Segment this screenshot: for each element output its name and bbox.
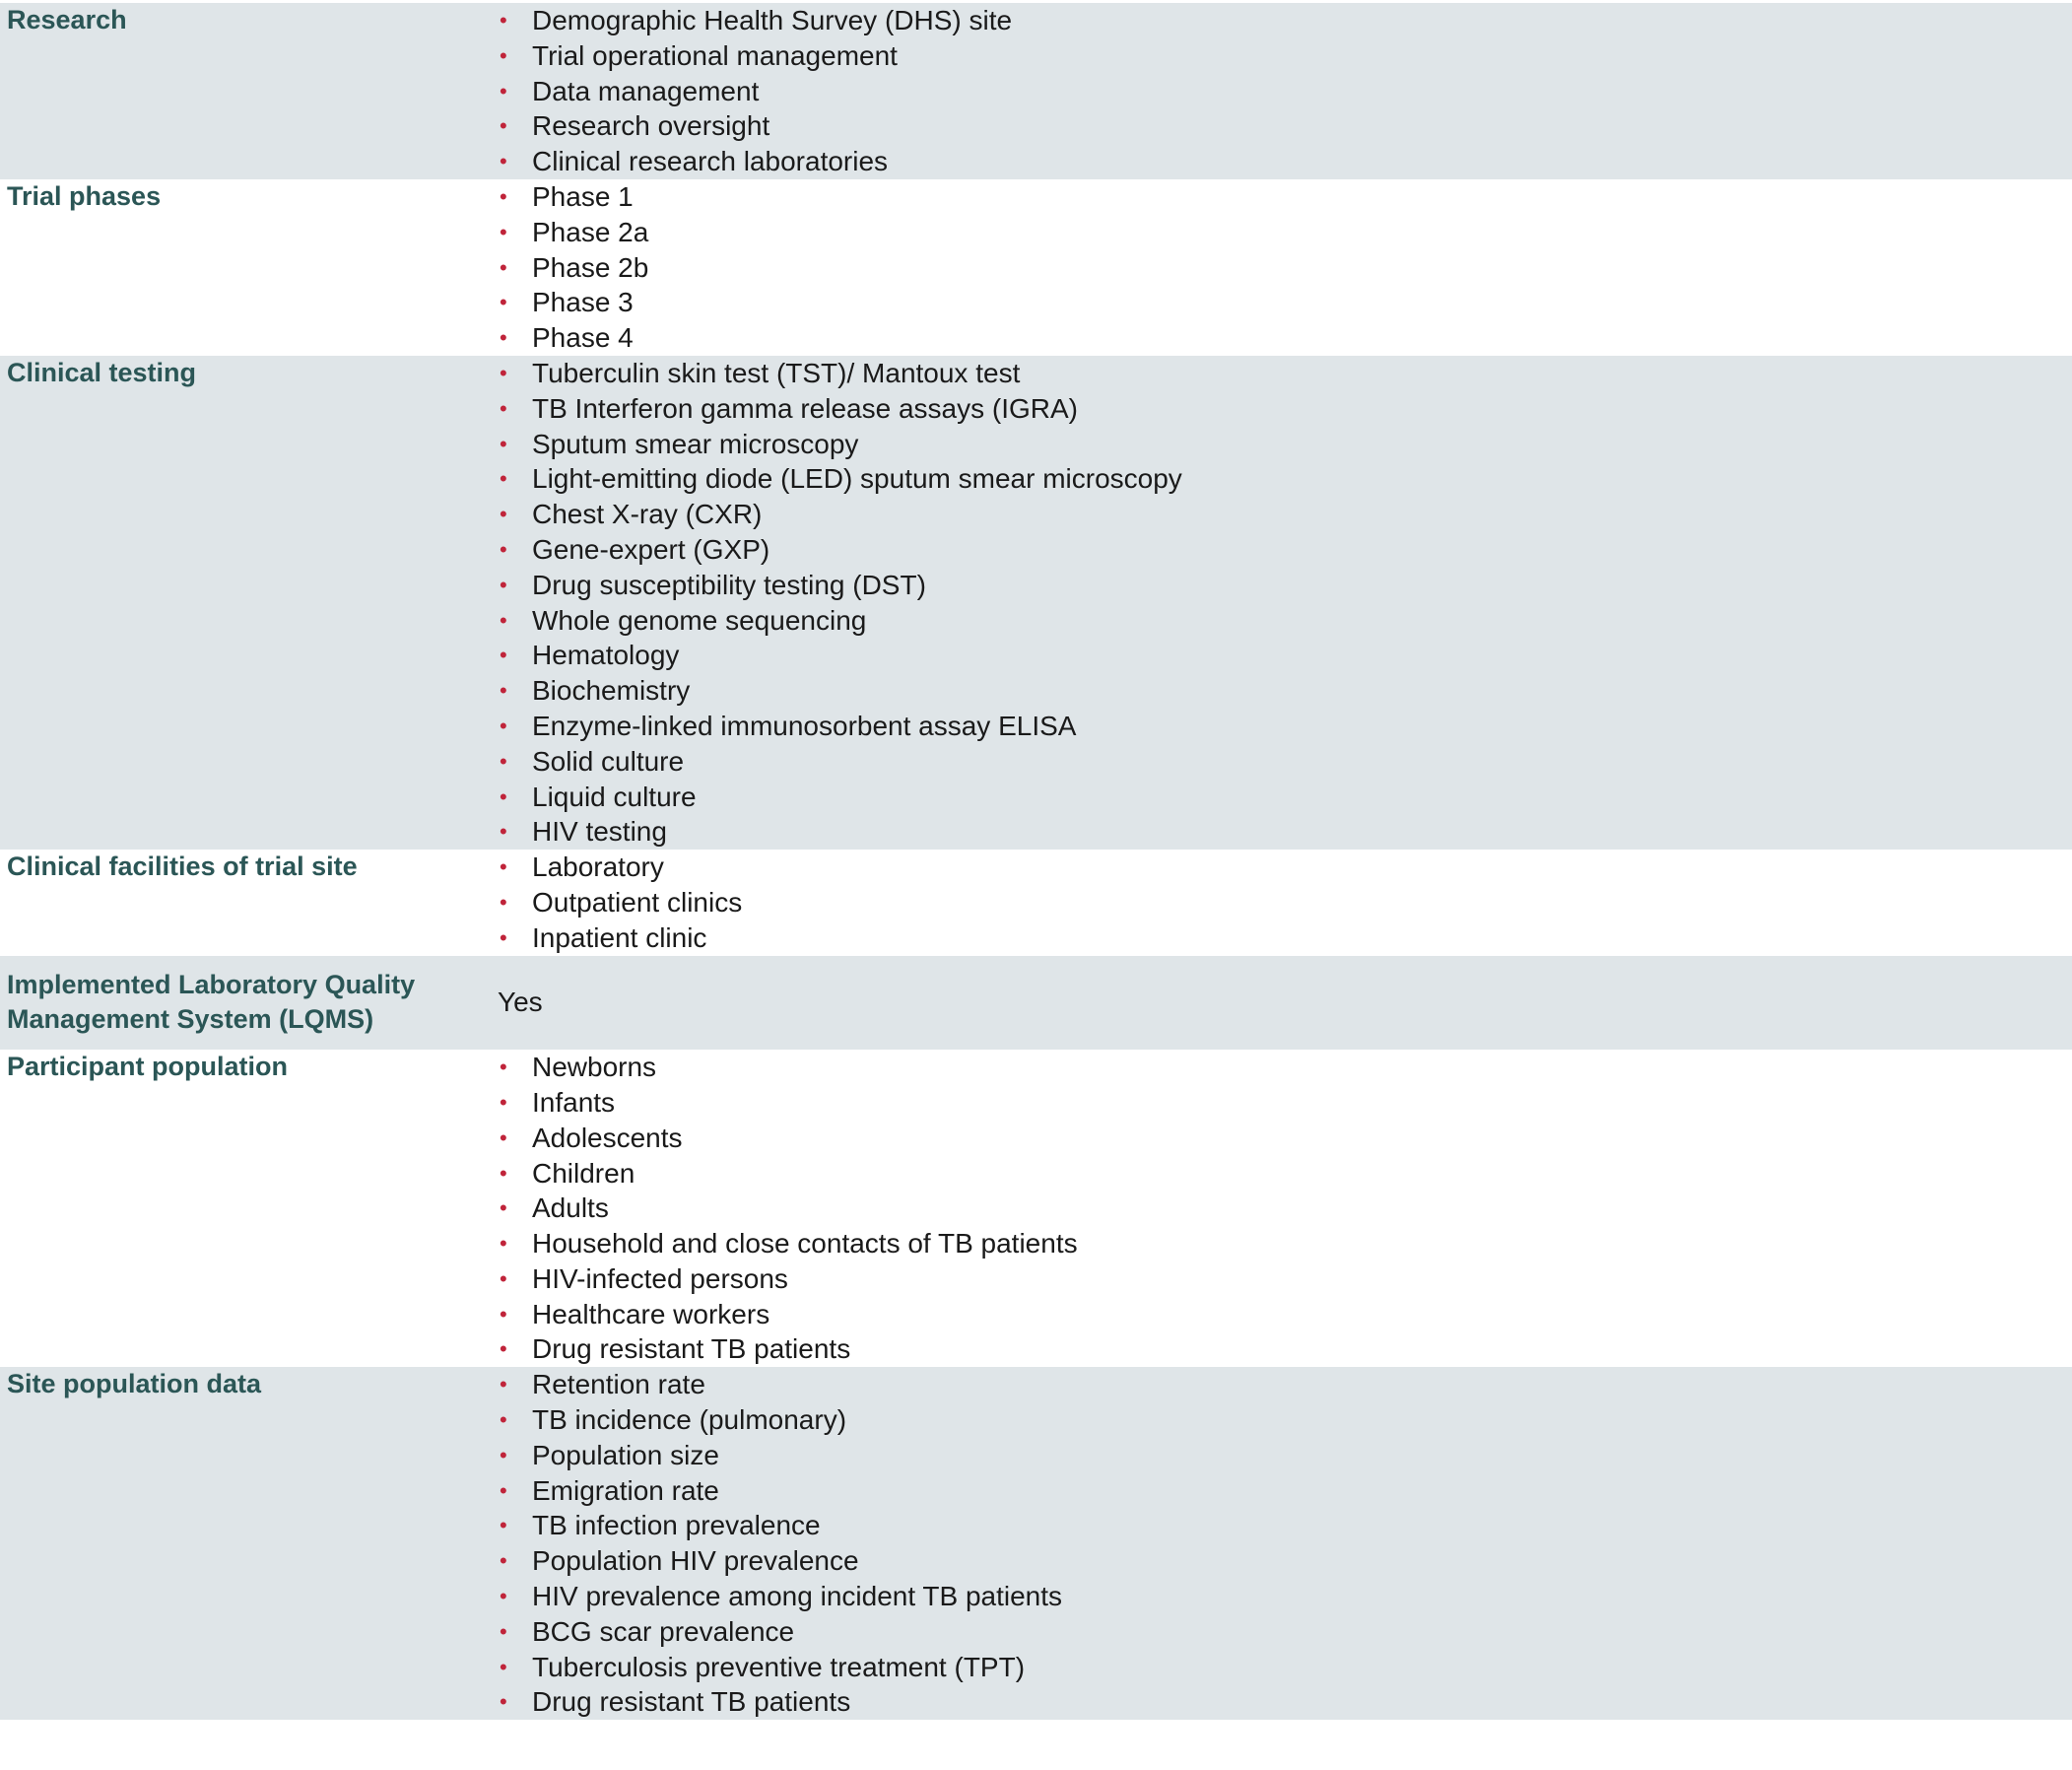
list-item: [498, 780, 2072, 815]
list-item-text: Household and close contacts of TB patients: [532, 1228, 1078, 1259]
bullet-icon: •: [500, 1548, 507, 1574]
bullet-icon: •: [500, 1089, 507, 1115]
bullet-icon: •: [500, 1584, 507, 1609]
bullet-icon: •: [500, 1477, 507, 1503]
list-item-text: Newborns: [532, 1052, 657, 1083]
bullet-icon: •: [500, 643, 507, 668]
list-item: [498, 638, 2072, 673]
row-header: Research: [7, 5, 127, 34]
list-item: [498, 603, 2072, 639]
list-item: [498, 850, 2072, 885]
list-item: [498, 1508, 2072, 1543]
list-item-text: Inpatient clinic: [532, 921, 707, 953]
list-item: [498, 179, 2072, 215]
row-header: Trial phases: [7, 180, 162, 211]
list-item: [498, 1650, 2072, 1685]
list-item: [498, 215, 2072, 250]
bullet-icon: •: [500, 1618, 507, 1644]
bullet-icon: •: [500, 1231, 507, 1257]
list-item: [498, 673, 2072, 709]
bullet-icon: •: [500, 713, 507, 738]
table-row: [0, 179, 2072, 356]
bullet-icon: •: [500, 1689, 507, 1715]
list-item: [498, 250, 2072, 286]
list-item-text: Enzyme-linked immunosorbent assay ELISA: [532, 710, 1077, 741]
table-row: [0, 1367, 2072, 1720]
list-item-text: Emigration rate: [532, 1474, 719, 1506]
list-item-text: Phase 4: [532, 322, 634, 354]
list-item: [498, 38, 2072, 74]
list-item: [498, 1050, 2072, 1085]
list-item: [498, 709, 2072, 744]
list-item: [498, 568, 2072, 603]
list-item: [498, 1543, 2072, 1579]
item-list: [498, 356, 2072, 850]
list-item: [498, 108, 2072, 144]
list-item-text: Healthcare workers: [532, 1298, 770, 1329]
bullet-icon: •: [500, 572, 507, 597]
row-value: Yes: [498, 987, 543, 1018]
list-item-text: Biochemistry: [532, 675, 691, 707]
list-item: [498, 814, 2072, 850]
list-item: [498, 356, 2072, 391]
table-row: [0, 3, 2072, 179]
bullet-icon: •: [500, 502, 507, 527]
list-item: [498, 144, 2072, 179]
list-item: [498, 1438, 2072, 1473]
bullet-icon: •: [500, 254, 507, 280]
bullet-icon: •: [500, 1195, 507, 1221]
item-list: [498, 1050, 2072, 1367]
list-item: [498, 1121, 2072, 1156]
bullet-icon: •: [500, 431, 507, 456]
list-item-text: TB Interferon gamma release assays (IGRA): [532, 392, 1078, 424]
list-item-text: Children: [532, 1157, 635, 1189]
list-item-text: HIV prevalence among incident TB patients: [532, 1581, 1063, 1612]
item-list: [498, 1367, 2072, 1720]
bullet-icon: •: [500, 8, 507, 33]
list-item-text: Demographic Health Survey (DHS) site: [532, 5, 1013, 35]
bullet-icon: •: [500, 78, 507, 103]
item-list: [498, 850, 2072, 955]
list-item: [498, 1402, 2072, 1438]
row-header: Clinical facilities of trial site: [7, 851, 358, 882]
list-item: [498, 1297, 2072, 1332]
list-item-text: Tuberculin skin test (TST)/ Mantoux test: [532, 357, 1021, 388]
row-header: Site population data: [7, 1369, 262, 1399]
list-item: [498, 1191, 2072, 1226]
list-item-text: Phase 2b: [532, 251, 649, 283]
row-header: Participant population: [7, 1052, 289, 1082]
list-item: [498, 1367, 2072, 1402]
list-item: [498, 920, 2072, 956]
bullet-icon: •: [500, 360, 507, 385]
table-row: [0, 850, 2072, 955]
bullet-icon: •: [500, 325, 507, 351]
list-item-text: Liquid culture: [532, 781, 697, 812]
list-item: [498, 532, 2072, 568]
bullet-icon: •: [500, 395, 507, 421]
list-item: [498, 1156, 2072, 1191]
list-item-text: TB incidence (pulmonary): [532, 1404, 847, 1436]
bullet-icon: •: [500, 1160, 507, 1186]
bullet-icon: •: [500, 290, 507, 315]
list-item: [498, 744, 2072, 780]
bullet-icon: •: [500, 113, 507, 139]
list-item: [498, 1614, 2072, 1650]
bullet-icon: •: [500, 1265, 507, 1291]
list-item: [498, 427, 2072, 462]
bullet-icon: •: [500, 678, 507, 704]
list-item-text: HIV-infected persons: [532, 1262, 788, 1294]
list-item-text: Solid culture: [532, 745, 685, 777]
bullet-icon: •: [500, 149, 507, 174]
bullet-icon: •: [500, 1124, 507, 1150]
list-item-text: Tuberculosis preventive treatment (TPT): [532, 1651, 1026, 1682]
bullet-icon: •: [500, 1055, 507, 1080]
list-item-text: HIV testing: [532, 816, 667, 848]
bullet-icon: •: [500, 219, 507, 244]
list-item-text: Research oversight: [532, 110, 770, 142]
list-item: [498, 285, 2072, 320]
item-list: [498, 3, 2072, 179]
list-item-text: Clinical research laboratories: [532, 146, 889, 177]
list-item-text: Population HIV prevalence: [532, 1545, 859, 1577]
bullet-icon: •: [500, 1654, 507, 1679]
list-item-text: Laboratory: [532, 851, 664, 883]
list-item-text: Outpatient clinics: [532, 886, 743, 918]
list-item-text: TB infection prevalence: [532, 1510, 821, 1541]
list-item-text: Whole genome sequencing: [532, 604, 867, 636]
list-item: [498, 1684, 2072, 1720]
bullet-icon: •: [500, 536, 507, 562]
bullet-icon: •: [500, 1301, 507, 1327]
bullet-icon: •: [500, 889, 507, 915]
list-item-text: Population size: [532, 1439, 719, 1470]
list-item: [498, 1085, 2072, 1121]
list-item: [498, 391, 2072, 427]
bullet-icon: •: [500, 42, 507, 68]
bullet-icon: •: [500, 1442, 507, 1467]
list-item: [498, 1579, 2072, 1614]
list-item-text: BCG scar prevalence: [532, 1615, 795, 1647]
list-item: [498, 1261, 2072, 1297]
bullet-icon: •: [500, 819, 507, 845]
table-row: [0, 356, 2072, 850]
bullet-icon: •: [500, 924, 507, 950]
list-item: [498, 1226, 2072, 1261]
bullet-icon: •: [500, 1513, 507, 1538]
list-item-text: Adults: [532, 1192, 609, 1224]
bullet-icon: •: [500, 783, 507, 809]
list-item-text: Gene-expert (GXP): [532, 533, 770, 565]
list-item-text: Drug resistant TB patients: [532, 1686, 851, 1718]
list-item-text: Sputum smear microscopy: [532, 428, 859, 459]
list-item-text: Infants: [532, 1086, 616, 1118]
list-item: [498, 497, 2072, 532]
list-item-text: Phase 1: [532, 180, 634, 212]
bullet-icon: •: [500, 607, 507, 633]
list-item: [498, 1331, 2072, 1367]
list-item-text: Chest X-ray (CXR): [532, 499, 763, 530]
table-row: [0, 1050, 2072, 1367]
list-item: [498, 3, 2072, 38]
bullet-icon: •: [500, 1372, 507, 1397]
list-item: [498, 74, 2072, 109]
bullet-icon: •: [500, 1336, 507, 1362]
list-item-text: Retention rate: [532, 1369, 705, 1400]
table-row: [0, 956, 2072, 1051]
bullet-icon: •: [500, 183, 507, 209]
row-header: Clinical testing: [7, 357, 197, 387]
list-item-text: Adolescents: [532, 1122, 683, 1153]
item-list: [498, 179, 2072, 356]
list-item-text: Hematology: [532, 640, 680, 671]
bullet-icon: •: [500, 748, 507, 774]
list-item: [498, 1473, 2072, 1509]
list-item: [498, 461, 2072, 497]
list-item-text: Drug susceptibility testing (DST): [532, 569, 926, 600]
site-capabilities-table: [0, 3, 2072, 1720]
list-item-text: Trial operational management: [532, 39, 898, 71]
list-item-text: Light-emitting diode (LED) sputum smear microscopy: [532, 463, 1182, 495]
list-item-text: Phase 3: [532, 287, 634, 318]
bullet-icon: •: [500, 854, 507, 880]
bullet-icon: •: [500, 466, 507, 492]
list-item: [498, 320, 2072, 356]
list-item-text: Data management: [532, 75, 760, 106]
list-item: [498, 885, 2072, 920]
bullet-icon: •: [500, 1407, 507, 1433]
row-header: Implemented Laboratory Quality Management System (LQMS): [7, 969, 416, 1035]
list-item-text: Phase 2a: [532, 216, 649, 247]
list-item-text: Drug resistant TB patients: [532, 1333, 851, 1365]
